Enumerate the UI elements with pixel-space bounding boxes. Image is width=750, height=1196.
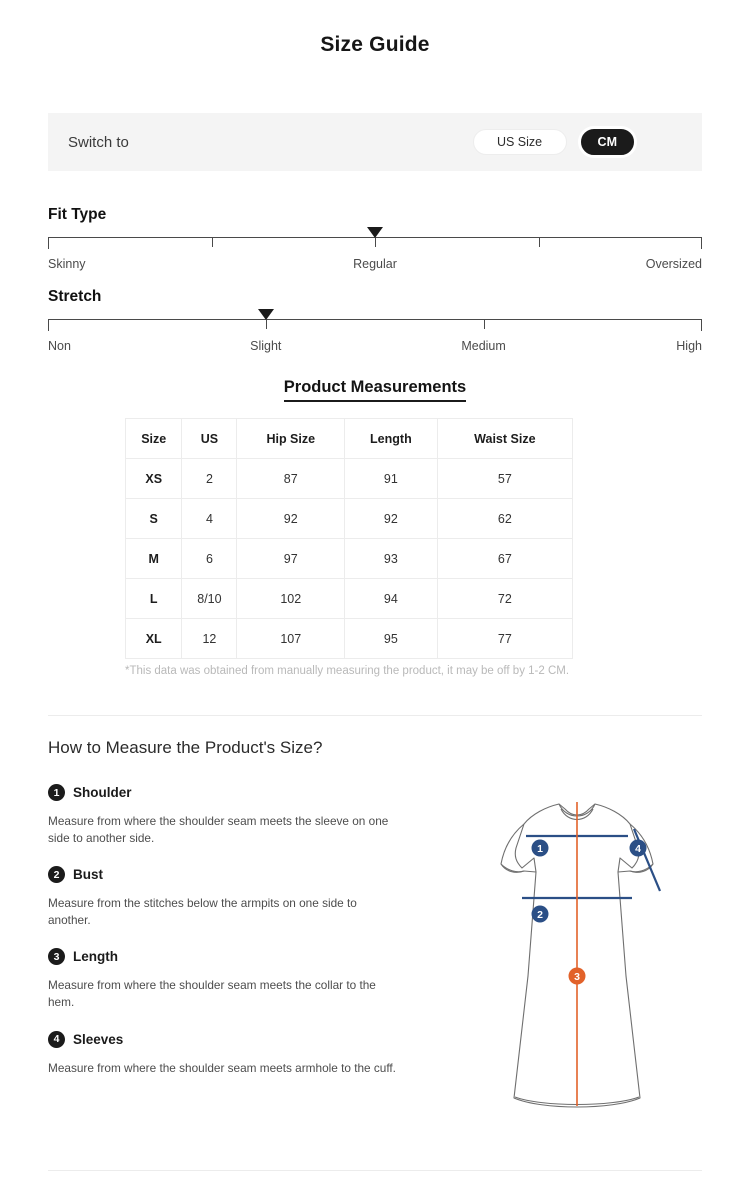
table-cell: 107: [237, 619, 345, 659]
table-row: [126, 459, 573, 499]
scale-tick: [375, 238, 376, 247]
table-cell: 95: [345, 619, 438, 659]
table-cell: 4: [182, 499, 237, 539]
table-column-header: Length: [345, 419, 438, 459]
measure-step: [48, 784, 408, 847]
measurements-title: [0, 378, 750, 397]
scale-label: Medium: [461, 339, 506, 353]
diagram-marker-3: [569, 968, 586, 985]
step-description: Measure from where the shoulder seam meets the sleeve on one side to another side.: [48, 814, 389, 846]
size-table: [125, 418, 573, 659]
step-name: Length: [73, 949, 118, 965]
scale-tick: [212, 238, 213, 247]
measure-step: [48, 866, 408, 929]
table-column-header: Size: [126, 419, 182, 459]
svg-text:1: 1: [537, 843, 543, 855]
step-description: Measure from where the shoulder seam meets armhole to the cuff.: [48, 1060, 396, 1075]
scale-tick: [266, 320, 267, 329]
scale-heading: Stretch: [48, 288, 102, 305]
scale-rail: [48, 237, 702, 251]
scale-label: Oversized: [645, 257, 702, 271]
measurements-title-text: Product Measurements: [284, 378, 466, 402]
step-number-badge: 3: [48, 948, 65, 965]
scale-labels: [48, 257, 702, 275]
table-cell: 77: [437, 619, 572, 659]
step-name: Bust: [73, 867, 103, 883]
measure-step-head: [48, 1031, 408, 1048]
table-cell: 12: [182, 619, 237, 659]
table-cell-size: XS: [126, 459, 182, 499]
table-cell: 92: [345, 499, 438, 539]
table-column-header: US: [182, 419, 237, 459]
diagram-marker-4: [630, 840, 647, 857]
scale-label: Non: [48, 339, 71, 353]
table-cell: 72: [437, 579, 572, 619]
step-name: Sleeves: [73, 1031, 124, 1047]
svg-text:3: 3: [574, 971, 580, 983]
unit-toggle-group: [473, 129, 634, 155]
table-cell-size: L: [126, 579, 182, 619]
table-cell: 97: [237, 539, 345, 579]
scale-tick: [701, 320, 702, 331]
table-note: *This data was obtained from manually measuring the product, it may be off by 1-2 CM.: [125, 665, 570, 677]
scale-tick: [539, 238, 540, 247]
scale-tick: [48, 238, 49, 249]
table-column-header: Waist Size: [437, 419, 572, 459]
diagram-marker-2: [532, 906, 549, 923]
table-row: [126, 579, 573, 619]
measure-step: [48, 948, 408, 1011]
step-name: Shoulder: [73, 785, 132, 800]
table-row: [126, 499, 573, 539]
table-cell: 87: [237, 459, 345, 499]
scale-label: Skinny: [48, 257, 86, 271]
scale-label: Regular: [353, 257, 397, 271]
table-header-row: [126, 419, 573, 459]
table-cell: 57: [437, 459, 572, 499]
page-title: Size Guide: [320, 33, 430, 56]
scale-marker: [367, 227, 383, 238]
scale-tick: [48, 320, 49, 331]
table-cell: 62: [437, 499, 572, 539]
svg-text:4: 4: [635, 843, 641, 855]
table-cell: 92: [237, 499, 345, 539]
size-table-body: [126, 459, 573, 659]
scale-rail: [48, 319, 702, 333]
table-cell: 93: [345, 539, 438, 579]
table-cell: 6: [182, 539, 237, 579]
step-number-badge: 1: [48, 784, 65, 801]
table-cell-size: M: [126, 539, 182, 579]
dress-diagram: [462, 776, 692, 1151]
size-table-head: [126, 419, 573, 459]
divider-top: [48, 715, 702, 716]
table-cell: 91: [345, 459, 438, 499]
table-cell-size: XL: [126, 619, 182, 659]
table-cell-size: S: [126, 499, 182, 539]
table-row: [126, 539, 573, 579]
scale-marker: [258, 309, 274, 320]
table-cell: 67: [437, 539, 572, 579]
divider-bottom: [48, 1170, 702, 1171]
scale-heading: Fit Type: [48, 206, 107, 223]
diagram-marker-1: [532, 840, 549, 857]
dress-illustration-svg: [462, 776, 692, 1151]
scale-label: High: [676, 339, 702, 353]
measure-step-head: [48, 784, 408, 801]
step-number-badge: 4: [48, 1031, 65, 1048]
measure-steps-list: [48, 784, 408, 1096]
scale-tick: [701, 238, 702, 249]
table-column-header: Hip Size: [237, 419, 345, 459]
table-cell: 2: [182, 459, 237, 499]
table-row: [126, 619, 573, 659]
scale-label: Slight: [250, 339, 282, 353]
table-cell: 102: [237, 579, 345, 619]
unit-option-cm[interactable]: CM: [581, 129, 634, 155]
scale-labels: [48, 339, 702, 357]
unit-switch-bar: [48, 113, 702, 171]
table-cell: 8/10: [182, 579, 237, 619]
measure-step-head: [48, 866, 408, 883]
unit-option-us-size[interactable]: US Size: [473, 129, 567, 155]
scale-fit-type: [48, 206, 702, 275]
step-description: Measure from where the shoulder seam meets the collar to the hem.: [48, 978, 376, 1010]
step-description: Measure from the stitches below the armpits on one side to another.: [48, 896, 357, 928]
measure-step: [48, 1031, 408, 1077]
measure-step-head: [48, 948, 408, 965]
switch-label: Switch to: [68, 133, 129, 151]
svg-text:2: 2: [537, 909, 543, 921]
scale-tick: [484, 320, 485, 329]
scale-stretch: [48, 288, 702, 357]
step-number-badge: 2: [48, 866, 65, 883]
table-cell: 94: [345, 579, 438, 619]
how-to-measure-title: How to Measure the Product's Size?: [48, 738, 323, 757]
